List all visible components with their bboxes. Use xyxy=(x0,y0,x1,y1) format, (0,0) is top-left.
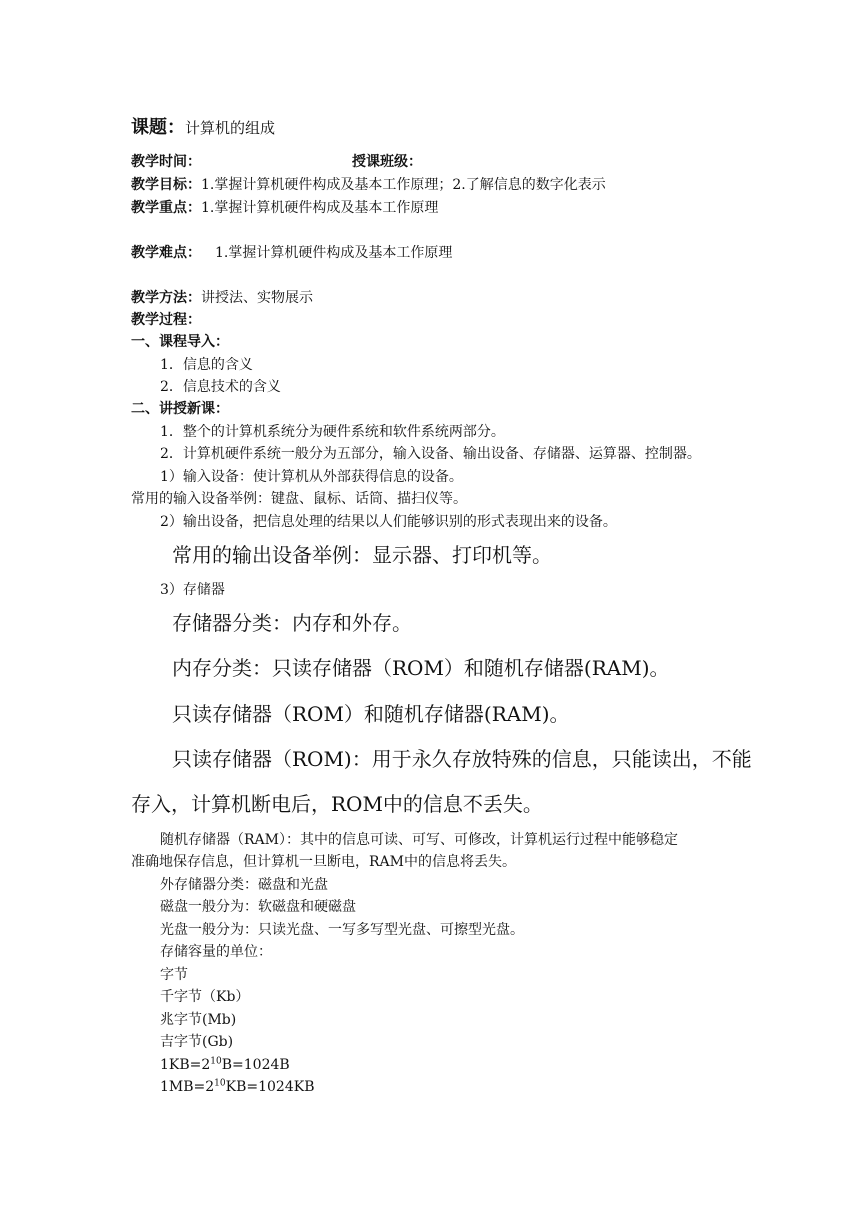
mb-formula-exponent: 10 xyxy=(214,1078,226,1089)
process-label: 教学过程： xyxy=(131,312,201,328)
list-item: 2．信息技术的含义 xyxy=(160,379,281,395)
kb-formula-right: B=1024B xyxy=(221,1057,290,1073)
input-device-text: 1）输入设备：使计算机从外部获得信息的设备。 xyxy=(160,469,463,485)
key-value: 1.掌握计算机硬件构成及基本工作原理 xyxy=(201,200,439,216)
storage-heading: 3）存储器 xyxy=(160,582,225,598)
goal-label: 教学目标： xyxy=(131,177,201,193)
teaching-goal xyxy=(131,175,606,195)
kb-formula-exponent: 10 xyxy=(210,1056,222,1067)
output-device-text: 2）输出设备，把信息处理的结果以人们能够识别的形式表现出来的设备。 xyxy=(160,514,617,530)
teaching-method xyxy=(131,288,313,308)
lesson-title xyxy=(131,118,275,139)
method-value: 讲授法、实物展示 xyxy=(201,290,313,306)
teaching-key-point xyxy=(131,198,438,218)
unit-item: 吉字节(Gb) xyxy=(160,1034,234,1050)
output-examples-text: 常用的输出设备举例：显示器、打印机等。 xyxy=(172,543,552,567)
rom-ram-text: 只读存储器（ROM）和随机存储器(RAM)。 xyxy=(172,702,570,726)
list-item: 2．计算机硬件系统一般分为五部分，输入设备、输出设备、存储器、运算器、控制器。 xyxy=(160,446,701,462)
memory-types-text: 内存分类：只读存储器（ROM）和随机存储器(RAM)。 xyxy=(172,656,670,680)
difficulty-label: 教学难点： xyxy=(131,245,201,261)
class-label: 授课班级： xyxy=(352,154,422,170)
teaching-time-label: 教学时间： xyxy=(131,154,201,170)
list-item: 1．信息的含义 xyxy=(160,357,253,373)
optical-types-text: 光盘一般分为：只读光盘、一写多写型光盘、可擦型光盘。 xyxy=(160,922,524,938)
list-item: 1．整个的计算机系统分为硬件系统和软件系统两部分。 xyxy=(160,424,505,440)
kb-formula-left: 1KB=2 xyxy=(160,1057,211,1073)
ram-desc-line-2: 准确地保存信息，但计算机一旦断电，RAM中的信息将丢失。 xyxy=(131,854,516,870)
method-label: 教学方法： xyxy=(131,290,201,306)
input-examples-text: 常用的输入设备举例：键盘、鼠标、话筒、描扫仪等。 xyxy=(131,491,467,507)
disk-types-text: 磁盘一般分为：软磁盘和硬磁盘 xyxy=(160,899,356,915)
key-label: 教学重点： xyxy=(131,200,201,216)
teaching-difficulty xyxy=(131,243,452,263)
storage-types-text: 存储器分类：内存和外存。 xyxy=(172,611,412,635)
title-label: 课题： xyxy=(131,117,185,138)
unit-item: 兆字节(Mb) xyxy=(160,1012,237,1028)
mb-formula-right: KB=1024KB xyxy=(225,1079,315,1095)
kb-formula xyxy=(160,1055,290,1075)
unit-item: 千字节（Kb） xyxy=(160,989,250,1005)
rom-desc-line-2: 存入，计算机断电后，ROM中的信息不丢失。 xyxy=(131,792,543,816)
mb-formula-left: 1MB=2 xyxy=(160,1079,215,1095)
ram-desc-line-1: 随机存储器（RAM）：其中的信息可读、可写、可修改，计算机运行过程中能够稳定 xyxy=(160,832,678,848)
mb-formula xyxy=(160,1077,314,1097)
section-1-heading: 一、课程导入： xyxy=(131,334,229,350)
external-types-text: 外存储器分类：磁盘和光盘 xyxy=(160,877,328,893)
goal-value: 1.掌握计算机硬件构成及基本工作原理；2.了解信息的数字化表示 xyxy=(201,177,606,193)
unit-item: 字节 xyxy=(160,967,188,983)
capacity-units-text: 存储容量的单位： xyxy=(160,944,272,960)
title-value: 计算机的组成 xyxy=(185,119,276,137)
rom-desc-line-1: 只读存储器（ROM)：用于永久存放特殊的信息，只能读出，不能 xyxy=(172,747,752,771)
difficulty-value: 1.掌握计算机硬件构成及基本工作原理 xyxy=(215,245,453,261)
section-2-heading: 二、讲授新课： xyxy=(131,401,229,417)
